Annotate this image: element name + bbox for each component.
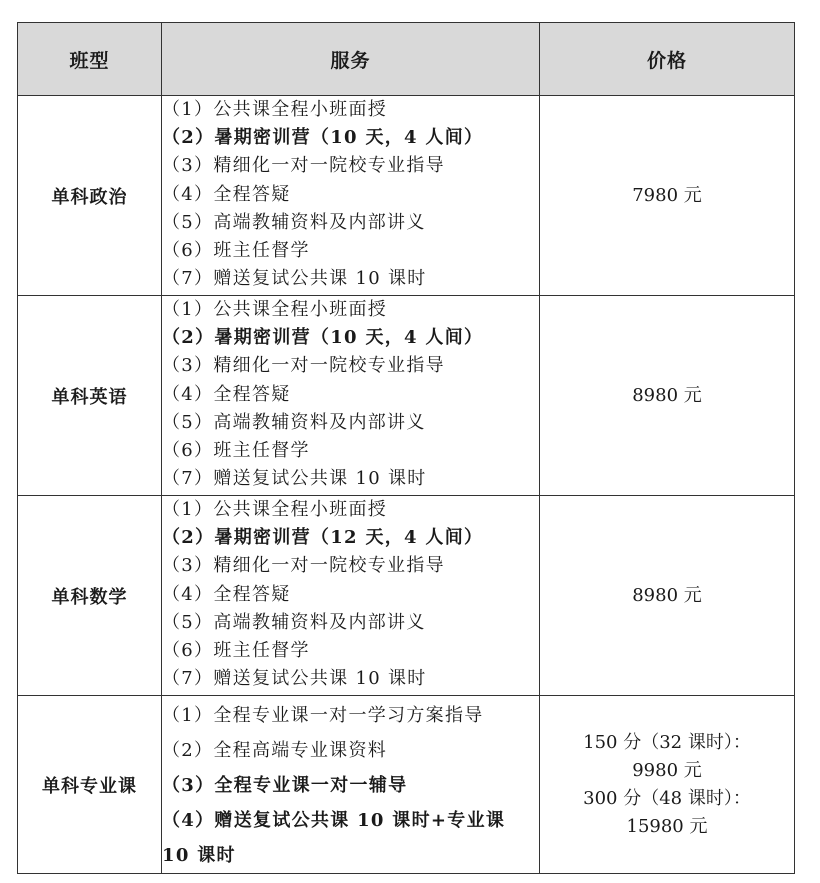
service-item: （2）暑期密训营（10 天，4 人间）: [162, 327, 484, 349]
header-price: 价格: [540, 23, 795, 96]
services-cell: [162, 496, 540, 696]
service-item: （6）班主任督学: [162, 440, 310, 462]
price-line: 15980 元: [626, 815, 708, 837]
service-item: （3）全程专业课一对一辅导: [162, 775, 408, 796]
plan-name: 单科专业课: [18, 696, 162, 874]
service-item: （7）赠送复试公共课 10 课时: [162, 268, 427, 290]
services-cell: [162, 96, 540, 296]
service-item: （1）全程专业课一对一学习方案指导: [162, 705, 484, 726]
plan-name: 单科数学: [18, 496, 162, 696]
table-row: [18, 296, 795, 496]
price-cell: [540, 96, 795, 296]
service-item: （7）赠送复试公共课 10 课时: [162, 468, 427, 490]
price-cell: [540, 696, 795, 874]
service-item: （5）高端教辅资料及内部讲义: [162, 211, 426, 233]
table-row: [18, 496, 795, 696]
price-line: 9980 元: [632, 759, 702, 781]
service-item: （1）公共课全程小班面授: [162, 499, 388, 520]
plan-name: 单科政治: [18, 96, 162, 296]
plan-name: 单科英语: [18, 296, 162, 496]
service-item: （5）高端教辅资料及内部讲义: [162, 411, 426, 433]
pricing-table: [17, 22, 795, 874]
service-item: （7）赠送复试公共课 10 课时: [162, 668, 427, 690]
service-item: （2）全程高端专业课资料: [162, 740, 388, 761]
service-item: （4）全程答疑: [162, 583, 291, 605]
service-item: （2）暑期密训营（12 天，4 人间）: [162, 527, 484, 549]
service-item: （2）暑期密训营（10 天，4 人间）: [162, 127, 484, 149]
header-row: [18, 23, 795, 96]
service-item: （4）赠送复试公共课 10 课时+专业课 10 课时: [162, 810, 506, 866]
services-cell: [162, 296, 540, 496]
price-cell: [540, 296, 795, 496]
service-item: （5）高端教辅资料及内部讲义: [162, 611, 426, 633]
services-cell: [162, 696, 540, 874]
service-item: （1）公共课全程小班面授: [162, 299, 388, 320]
service-item: （3）精细化一对一院校专业指导: [162, 555, 445, 577]
price-line: 300 分（48 课时）：: [583, 787, 751, 809]
table-row: [18, 96, 795, 296]
price-line: 150 分（32 课时）：: [583, 731, 751, 753]
service-item: （1）公共课全程小班面授: [162, 99, 388, 120]
price-cell: [540, 496, 795, 696]
service-item: （4）全程答疑: [162, 183, 291, 205]
service-item: （6）班主任督学: [162, 240, 310, 262]
service-item: （3）精细化一对一院校专业指导: [162, 355, 445, 377]
header-services: 服务: [162, 23, 540, 96]
table-row: [18, 696, 795, 874]
price-line: 7980 元: [632, 184, 702, 206]
price-line: 8980 元: [632, 384, 702, 406]
service-item: （4）全程答疑: [162, 383, 291, 405]
service-item: （3）精细化一对一院校专业指导: [162, 155, 445, 177]
service-item: （6）班主任督学: [162, 640, 310, 662]
header-class-type: 班型: [18, 23, 162, 96]
price-line: 8980 元: [632, 584, 702, 606]
